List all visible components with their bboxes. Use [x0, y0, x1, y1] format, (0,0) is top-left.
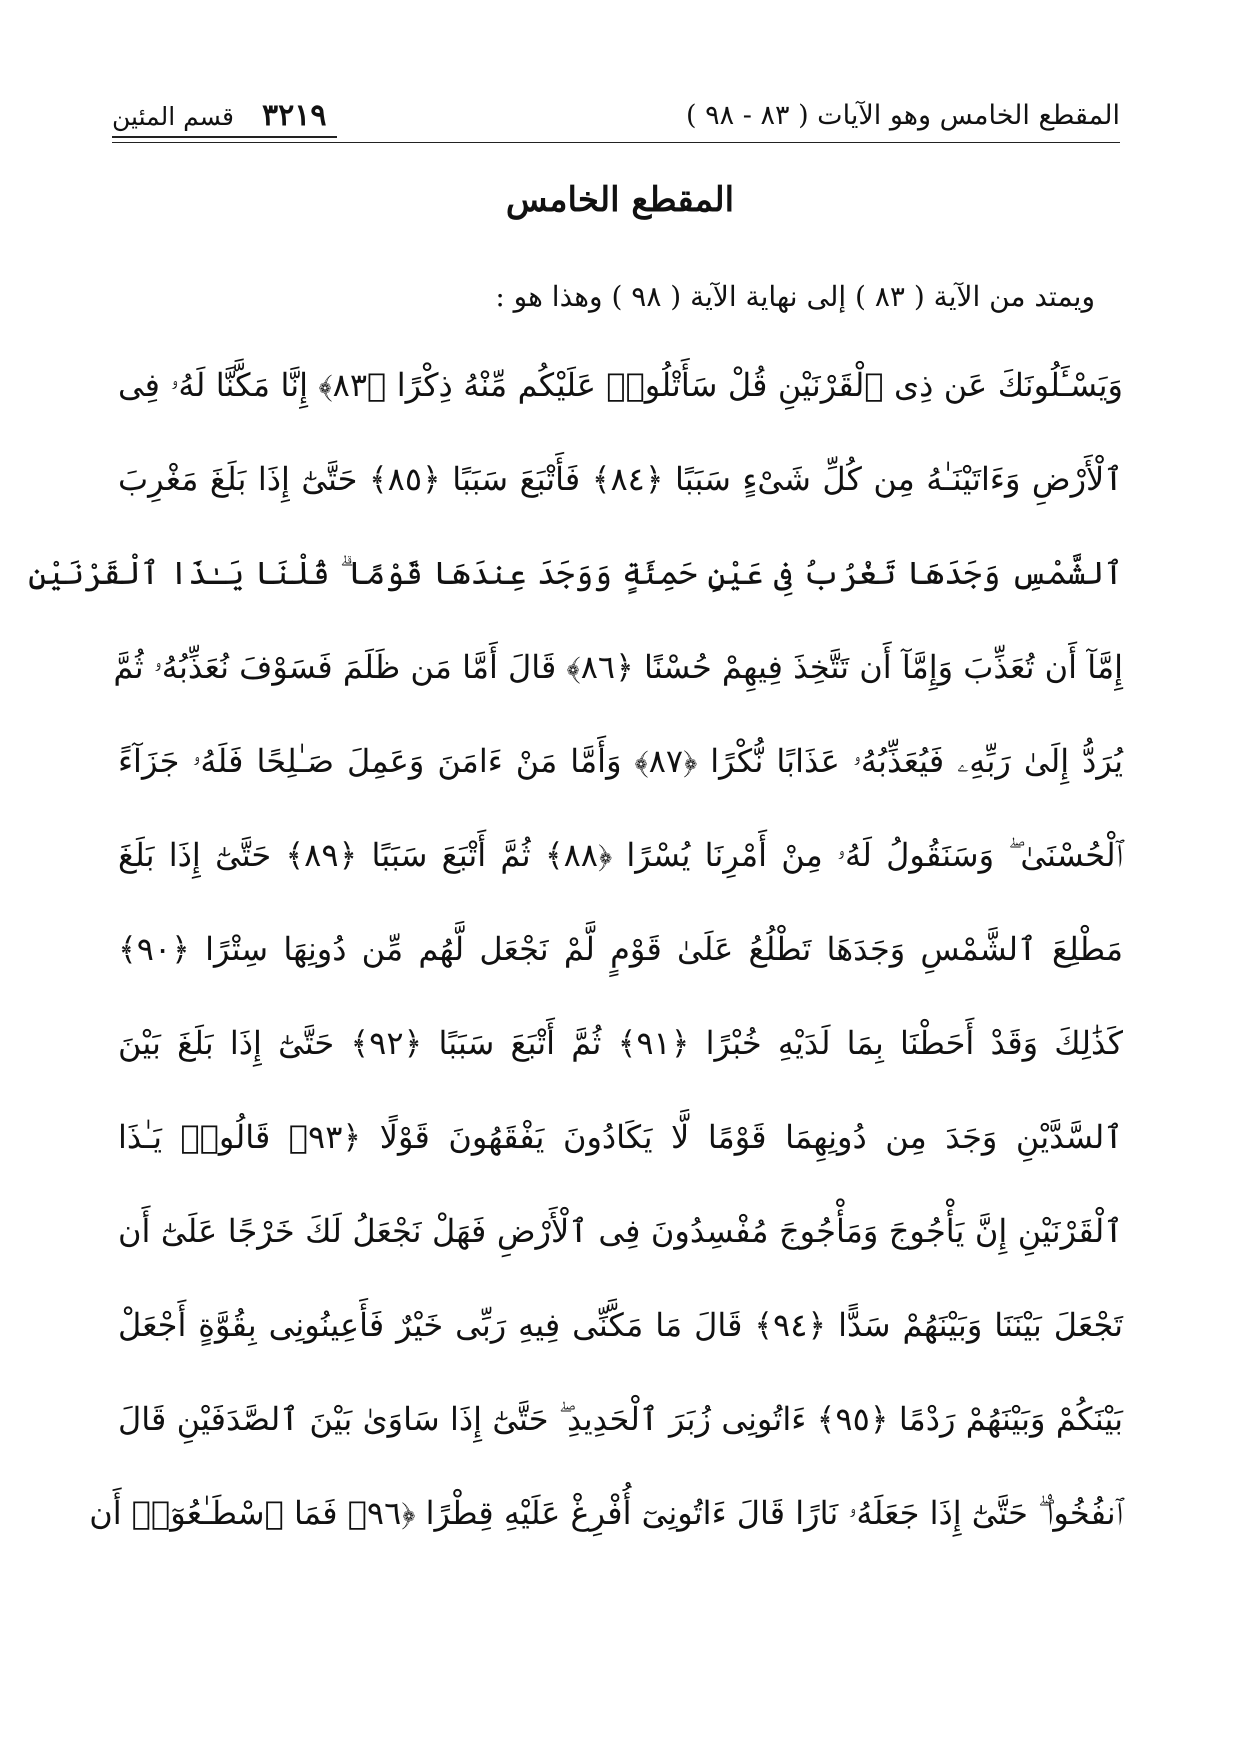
book-info — [112, 92, 326, 141]
running-header — [112, 92, 1120, 140]
quran-line: كَذَٰلِكَ وَقَدْ أَحَطْنَا بِمَا لَدَيْهِ خُبْرًا ﴿٩١﴾ ثُمَّ أَتْبَعَ سَبَبًا ﴿٩٢﴾ حَتَّىٰٓ إِذَا بَلَغَ بَيْنَ — [118, 1024, 1124, 1062]
quran-text-block — [28, 338, 1124, 1560]
quran-line: ٱنفُخُوا۟ ۖ حَتَّىٰٓ إِذَا جَعَلَهُۥ نَارًا قَالَ ءَاتُونِىٓ أُفْرِغْ عَلَيْهِ قِطْرًا ﴿٩٦﴾ فَمَا ٱسْطَـٰعُوٓا۟ أَن — [89, 1494, 1123, 1532]
quran-line: يُرَدُّ إِلَىٰ رَبِّهِۦ فَيُعَذِّبُهُۥ عَذَابًا نُّكْرًا ﴿٨٧﴾ وَأَمَّا مَنْ ءَامَنَ وَعَمِلَ صَـٰلِحًا فَلَهُۥ جَزَآءً — [118, 742, 1123, 780]
quran-line: ٱلسَّدَّيْنِ وَجَدَ مِن دُونِهِمَا قَوْمًا لَّا يَكَادُونَ يَفْقَهُونَ قَوْلًا ﴿٩٣﴾ قَالُوا۟ يَـٰذَا — [118, 1118, 1124, 1156]
page-number-underline — [112, 136, 337, 138]
page-number: ٣٢١٩ — [261, 98, 327, 133]
quran-line: ٱلْحُسْنَىٰ ۖ وَسَنَقُولُ لَهُۥ مِنْ أَمْرِنَا يُسْرًا ﴿٨٨﴾ ثُمَّ أَتْبَعَ سَبَبًا ﴿٨٩﴾ حَتَّىٰٓ إِذَا بَلَغَ — [118, 836, 1123, 874]
quran-line: وَيَسْـَٔلُونَكَ عَن ذِى ٱلْقَرْنَيْنِ قُلْ سَأَتْلُوا۟ عَلَيْكُم مِّنْهُ ذِكْرًا ﴿٨٣﴾ إِنَّا مَكَّنَّا لَهُۥ فِى — [118, 366, 1123, 404]
quran-line: ٱلْأَرْضِ وَءَاتَيْنَـٰهُ مِن كُلِّ شَىْءٍ سَبَبًا ﴿٨٤﴾ فَأَتْبَعَ سَبَبًا ﴿٨٥﴾ حَتَّىٰٓ إِذَا بَلَغَ مَغْرِبَ — [118, 460, 1124, 498]
quran-line: إِمَّآ أَن تُعَذِّبَ وَإِمَّآ أَن تَتَّخِذَ فِيهِمْ حُسْنًا ﴿٨٦﴾ قَالَ أَمَّا مَن ظَلَمَ فَسَوْفَ نُعَذِّبُهُۥ ثُمَّ — [113, 648, 1123, 686]
quran-line: بَيْنَكُمْ وَبَيْنَهُمْ رَدْمًا ﴿٩٥﴾ ءَاتُونِى زُبَرَ ٱلْحَدِيدِ ۖ حَتَّىٰٓ إِذَا سَاوَىٰ بَيْنَ ٱلصَّدَفَيْنِ قَالَ — [118, 1400, 1124, 1438]
book-title: قسم المئين — [112, 102, 234, 131]
section-title: المقطع الخامس — [505, 180, 735, 220]
section-heading: المقطع الخامس وهو الآيات ( ٨٣ - ٩٨ ) — [686, 100, 1120, 131]
header-divider — [112, 142, 1120, 143]
quran-line: ٱلشَّمْسِ وَجَدَهَا تَغْرُبُ فِى عَيْنٍ حَمِئَةٍ وَوَجَدَ عِندَهَا قَوْمًا ۗ قُلْنَا يَـٰذَا ٱلْقَرْنَيْنِ — [28, 554, 1123, 592]
quran-line: مَطْلِعَ ٱلشَّمْسِ وَجَدَهَا تَطْلُعُ عَلَىٰ قَوْمٍ لَّمْ نَجْعَل لَّهُم مِّن دُونِهَا سِتْرًا ﴿٩٠﴾ — [118, 930, 1123, 968]
quran-line: ٱلْقَرْنَيْنِ إِنَّ يَأْجُوجَ وَمَأْجُوجَ مُفْسِدُونَ فِى ٱلْأَرْضِ فَهَلْ نَجْعَلُ لَكَ خَرْجًا عَلَىٰٓ أَن — [118, 1212, 1123, 1250]
intro-text: ويمتد من الآية ( ٨٣ ) إلى نهاية الآية ( ٩٨ ) وهذا هو : — [495, 280, 1095, 313]
quran-line: تَجْعَلَ بَيْنَنَا وَبَيْنَهُمْ سَدًّا ﴿٩٤﴾ قَالَ مَا مَكَّنِّى فِيهِ رَبِّى خَيْرٌ فَأَعِينُونِى بِقُوَّةٍ أَجْعَلْ — [118, 1306, 1123, 1344]
